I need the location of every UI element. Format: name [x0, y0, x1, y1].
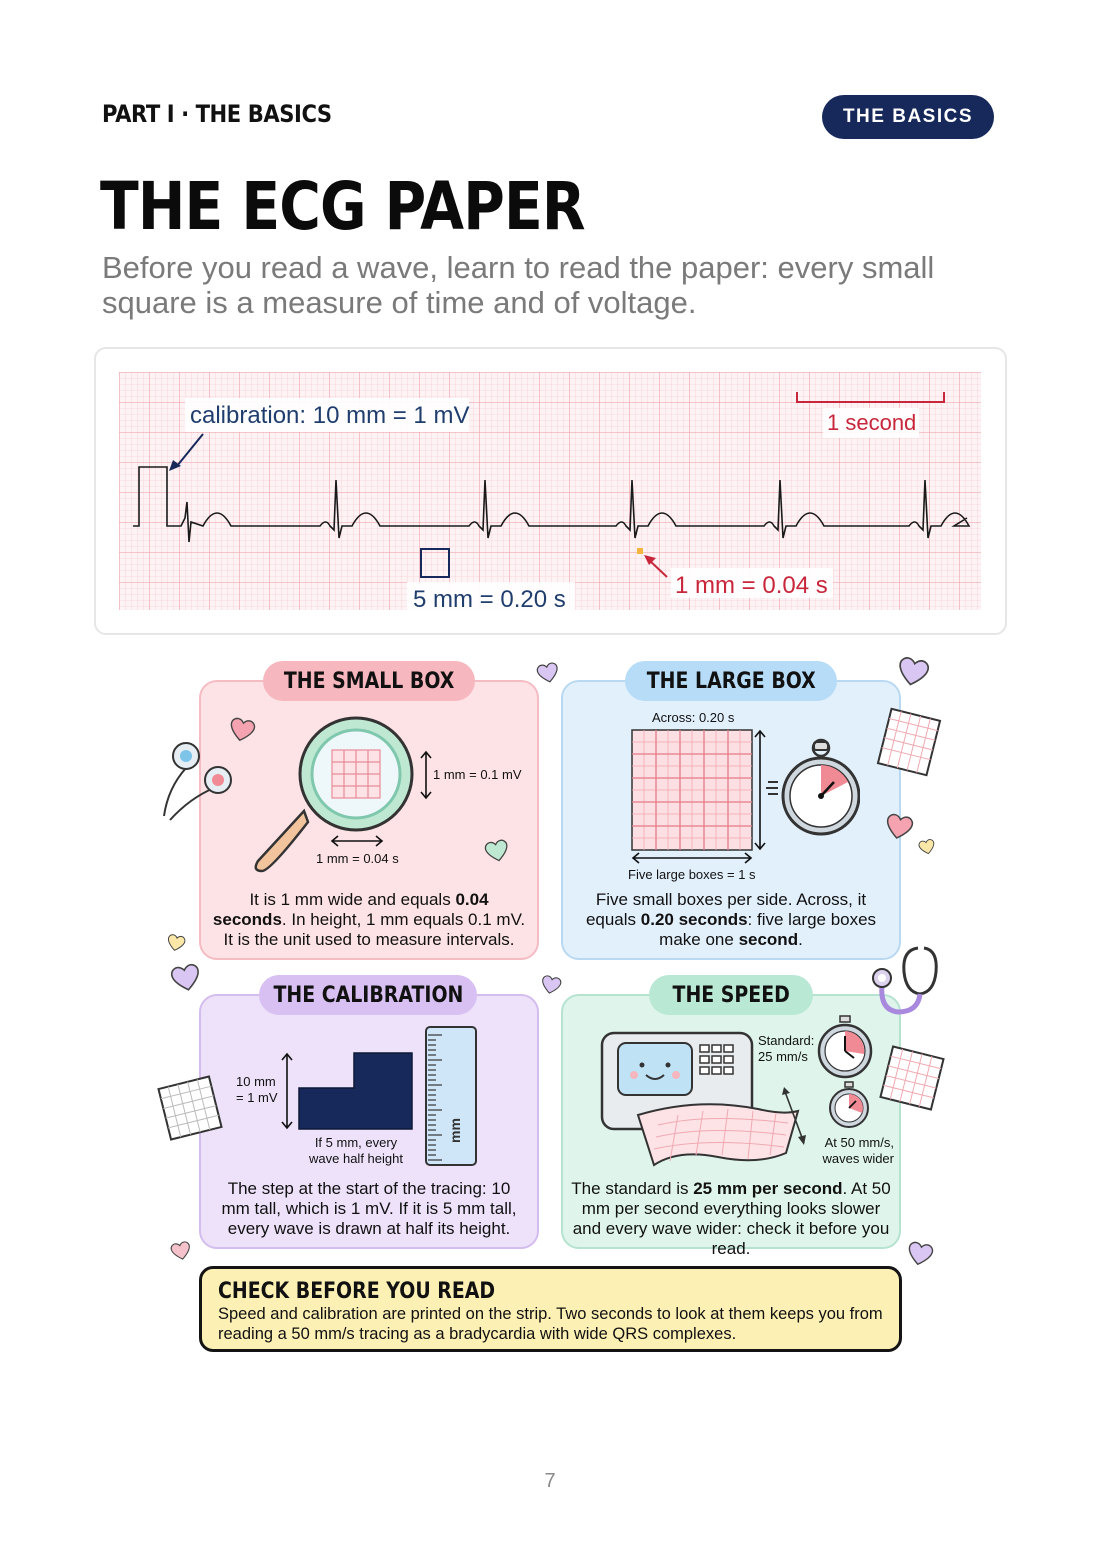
small-box-height-label: 1 mm = 0.1 mV — [433, 767, 522, 782]
paper-sheet-icon-right — [876, 1042, 948, 1114]
height-arrow — [418, 750, 434, 800]
calibration-half-label: If 5 mm, every wave half height — [309, 1135, 403, 1166]
calibration-step-label: 10 mm = 1 mV — [236, 1074, 278, 1105]
speed-title: THE SPEED — [649, 975, 813, 1015]
ruler-icon — [424, 1025, 478, 1167]
large-box-title: THE LARGE BOX — [625, 661, 837, 701]
page-subtitle: Before you read a wave, learn to read the paper: every small square is a measure of time and of voltage. — [102, 250, 935, 320]
large-box-text: Five small boxes per side. Across, it equals 0.20 seconds: five large boxes make one second. — [585, 890, 877, 949]
section-badge: THE BASICS — [822, 95, 994, 139]
calibration-title: THE CALIBRATION — [259, 975, 477, 1015]
large-box-grid — [631, 729, 753, 851]
large-box-across-label: Across: 0.20 s — [652, 710, 735, 725]
small-box-width-label: 1 mm = 0.04 s — [316, 851, 399, 866]
check-title: CHECK BEFORE YOU READ — [218, 1279, 496, 1304]
electrode-icon — [160, 738, 236, 824]
heart-icon — [534, 659, 562, 687]
speed-fast-label: At 50 mm/s, waves wider — [822, 1135, 894, 1166]
paper-sheet-icon-left — [154, 1072, 226, 1144]
ruler-label: mm — [447, 1118, 463, 1143]
large-square-label: 5 mm = 0.20 s — [413, 586, 566, 610]
heart-icon — [881, 809, 917, 845]
check-text: Speed and calibration are printed on the strip. Two seconds to look at them keeps you from reading a 50 mm/s tracing as a bradycardia with wide QRS complexes. — [218, 1305, 883, 1343]
heart-icon — [167, 959, 205, 997]
section-kicker: PART I · THE BASICS — [102, 100, 332, 128]
calibration-step-shape — [298, 1052, 414, 1130]
heart-icon — [225, 713, 258, 746]
ecg-strip — [119, 372, 981, 610]
large-box-bottom-label: Five large boxes = 1 s — [628, 867, 756, 882]
stopwatch-icon-large — [814, 1014, 876, 1080]
heart-icon — [168, 1238, 194, 1264]
large-box-horizontal-arrow — [631, 851, 753, 865]
heart-icon — [538, 972, 564, 998]
one-second-label: 1 second — [827, 410, 917, 435]
calibration-label: calibration: 10 mm = 1 mV — [190, 402, 470, 429]
heart-icon — [164, 931, 188, 955]
small-square-marker — [637, 548, 643, 554]
speed-text: The standard is 25 mm per second. At 50 mm per second everything looks slower and every wave wider: check it before you read. — [571, 1179, 891, 1258]
small-box-text: It is 1 mm wide and equals 0.04 seconds. In height, 1 mm equals 0.1 mV. It is the unit used to measure intervals. — [212, 890, 526, 949]
check-callout — [199, 1266, 902, 1352]
stopwatch-icon-small — [826, 1080, 872, 1130]
stethoscope-icon — [868, 942, 944, 1020]
speed-standard-label: Standard: 25 mm/s — [758, 1033, 815, 1064]
calibration-text: The step at the start of the tracing: 10 mm tall, which is 1 mV. If it is 5 mm tall, every wave is drawn at half its height. — [221, 1179, 517, 1238]
calibration-height-arrow — [280, 1052, 294, 1130]
stopwatch-icon — [764, 738, 860, 838]
small-square-label: 1 mm = 0.04 s — [675, 572, 828, 599]
page-title: THE ECG PAPER — [100, 168, 585, 245]
width-arrow — [330, 834, 384, 848]
small-box-title: THE SMALL BOX — [263, 661, 475, 701]
heart-icon — [916, 836, 937, 857]
heart-icon — [482, 836, 513, 867]
paper-sheet-icon — [876, 706, 942, 778]
heart-icon — [903, 1237, 936, 1270]
page-number: 7 — [544, 1470, 556, 1492]
heart-icon — [893, 652, 933, 692]
